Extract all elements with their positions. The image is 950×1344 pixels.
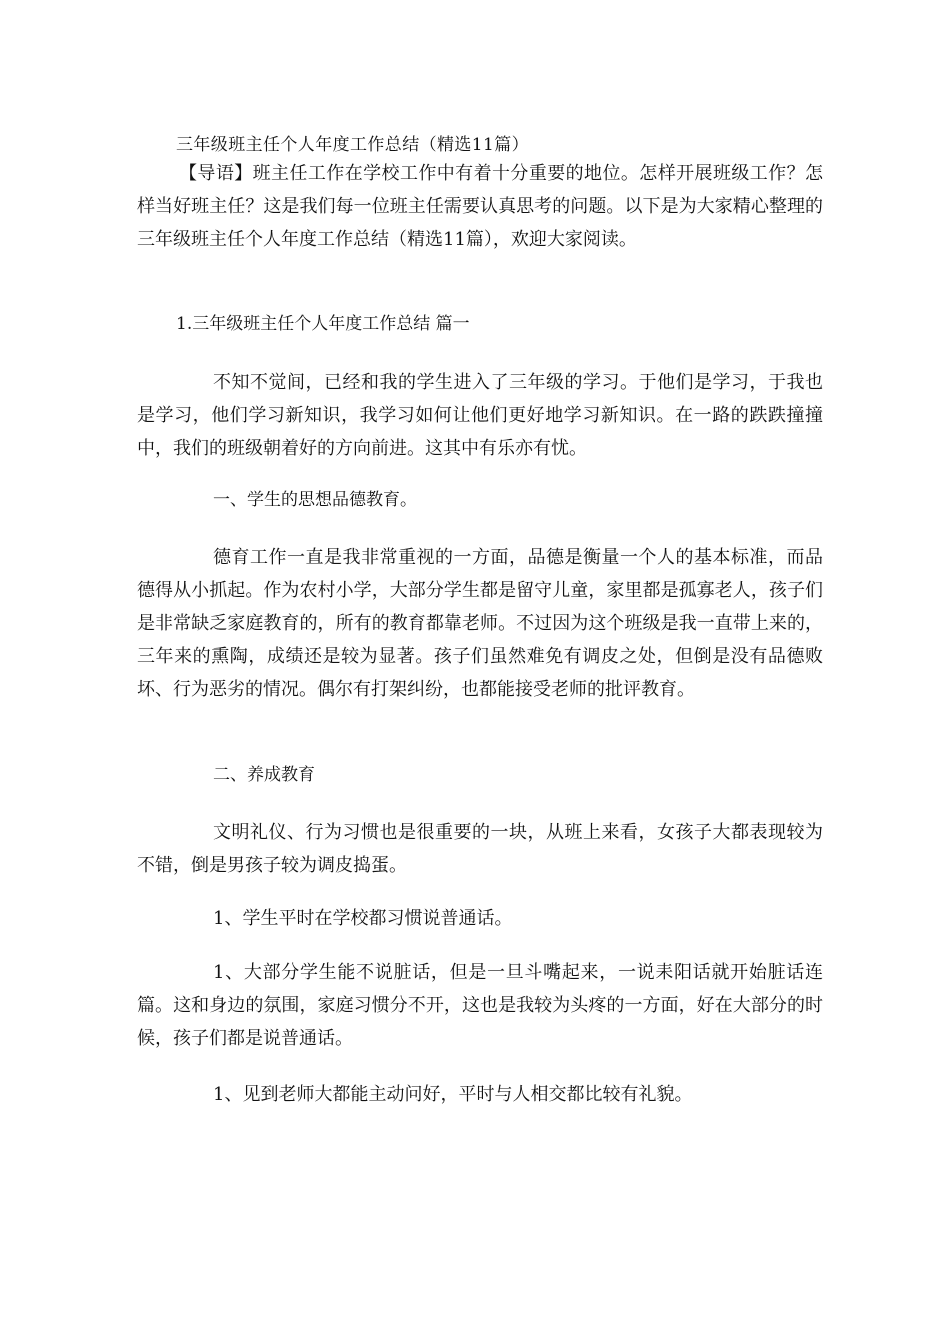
list-item: 1、大部分学生能不说脏话，但是一旦斗嘴起来，一说耒阳话就开始脏话连篇。这和身边的氛围，家庭习惯分不开，这也是我较为头疼的一方面，好在大部分的时候，孩子们都是说普通话。 [137, 962, 823, 1049]
subsection-heading: 二、养成教育 [213, 765, 315, 785]
body-paragraph: 文明礼仪、行为习惯也是很重要的一块，从班上来看，女孩子大都表现较为不错，倒是男孩子较为调皮捣蛋。 [137, 822, 823, 876]
body-paragraph: 不知不觉间，已经和我的学生进入了三年级的学习。于他们是学习，于我也是学习，他们学习新知识，我学习如何让他们更好地学习新知识。在一路的跌跌撞撞中，我们的班级朝着好的方向前进。这其中有乐亦有忧。 [137, 372, 823, 459]
body-paragraph: 德育工作一直是我非常重视的一方面，品德是衡量一个人的基本标准，而品德得从小抓起。作为农村小学，大部分学生都是留守儿童，家里都是孤寡老人，孩子们是非常缺乏家庭教育的，所有的教育都靠老师。不过因为这个班级是我一直带上来的，三年来的熏陶，成绩还是较为显著。孩子们虽然难免有调皮之处，但倒是没有品德败坏、行为恶劣的情况。偶尔有打架纠纷，也都能接受老师的批评教育。 [137, 547, 823, 700]
document-title: 三年级班主任个人年度工作总结（精选11篇） [176, 135, 530, 155]
subsection-heading: 一、学生的思想品德教育。 [213, 490, 417, 510]
list-item: 1、见到老师大都能主动问好，平时与人相交都比较有礼貌。 [213, 1084, 693, 1105]
intro-paragraph: 【导语】班主任工作在学校工作中有着十分重要的地位。怎样开展班级工作？怎样当好班主任？这是我们每一位班主任需要认真思考的问题。以下是为大家精心整理的三年级班主任个人年度工作总结（精选11篇），欢迎大家阅读。 [137, 163, 823, 250]
list-item: 1、学生平时在学校都习惯说普通话。 [213, 908, 513, 929]
section-heading: 1.三年级班主任个人年度工作总结 篇一 [176, 314, 470, 334]
